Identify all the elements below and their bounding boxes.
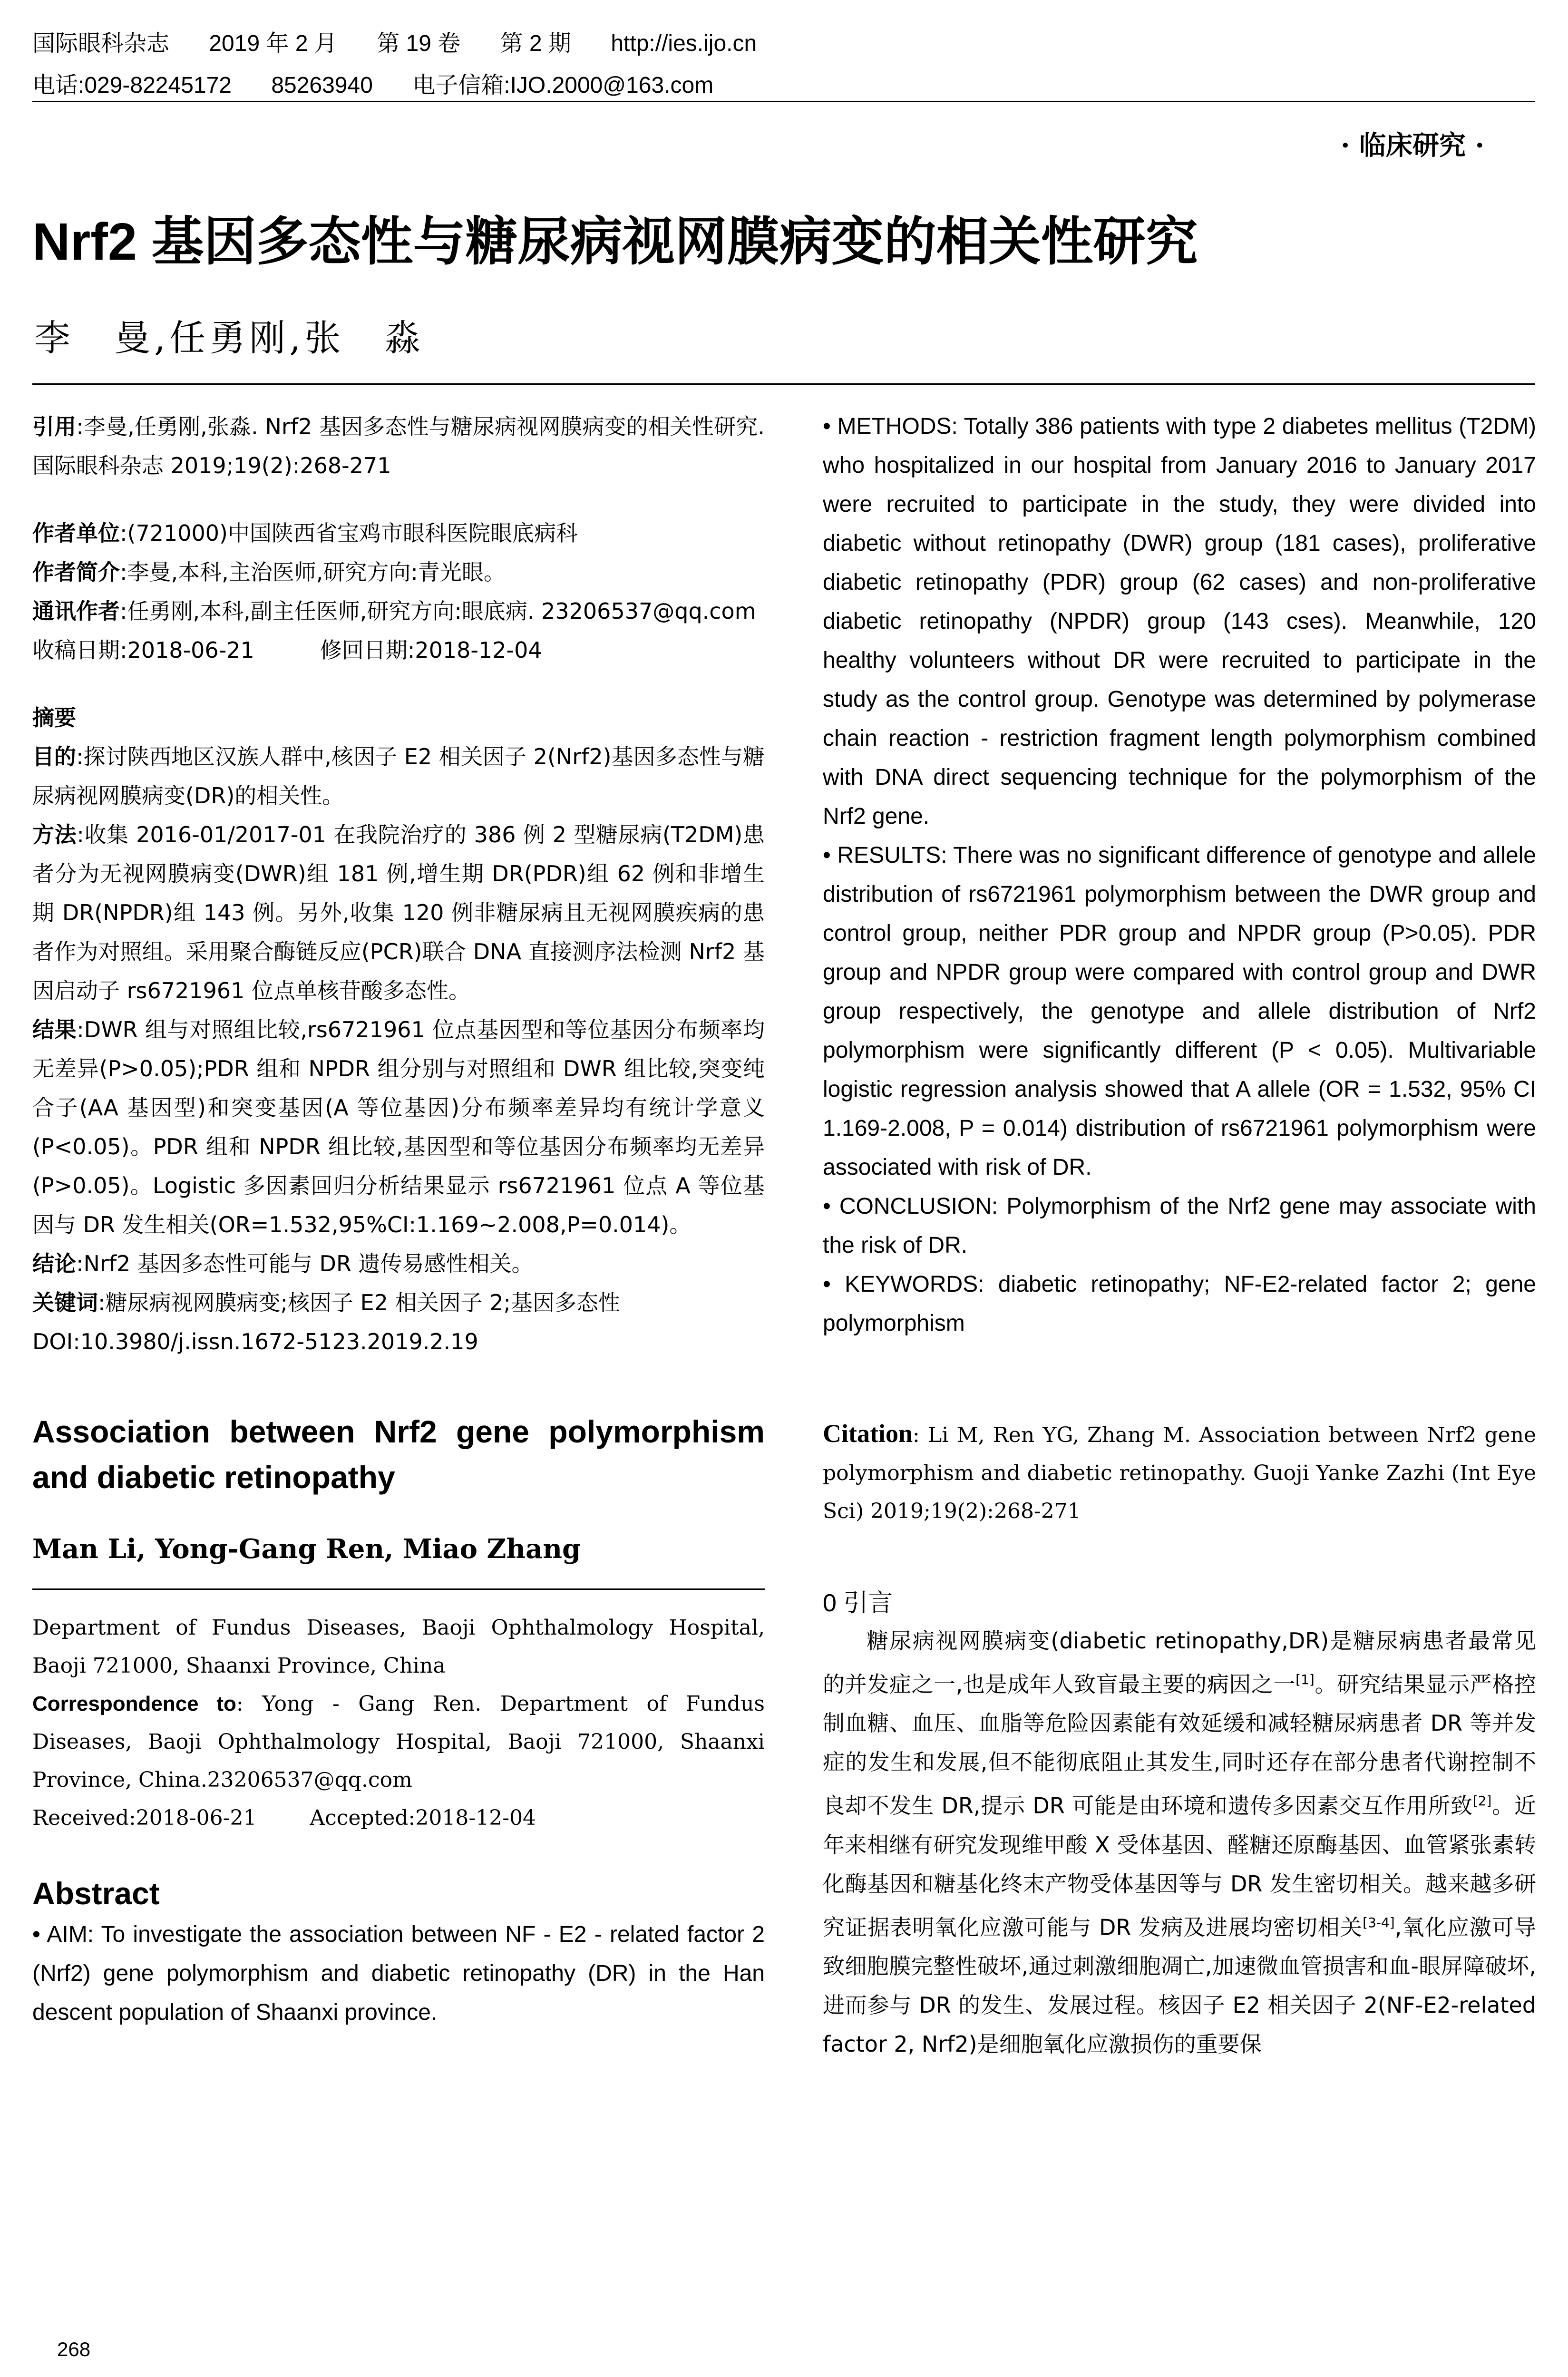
keywords-cn-label: 关键词: [32, 1290, 98, 1315]
aim-cn-text: :探讨陕西地区汉族人群中,核因子 E2 相关因子 2(Nrf2)基因多态性与糖尿病视网膜病变(DR)的相关性。: [32, 744, 765, 809]
author-bio-text: :李曼,本科,主治医师,研究方向:青光眼。: [120, 559, 506, 585]
english-dates: [32, 1799, 765, 1837]
citation-cn-text: :李曼,任勇刚,张淼. Nrf2 基因多态性与糖尿病视网膜病变的相关性研究.国际眼科杂志 2019;19(2):268-271: [32, 414, 765, 478]
paper-title: Nrf2 基因多态性与糖尿病视网膜病变的相关性研究: [32, 213, 1198, 271]
header-rule: [32, 101, 1535, 102]
title-rule: [32, 383, 1535, 385]
doi: DOI:10.3980/j.issn.1672-5123.2019.2.19: [32, 1329, 478, 1354]
reference-2[interactable]: [2]: [1472, 1793, 1492, 1809]
received-date-cn: 收稿日期:2018-06-21: [32, 637, 254, 663]
issue-date: 2019 年 2 月: [209, 31, 337, 56]
reference-1[interactable]: [1]: [1295, 1672, 1315, 1687]
abstract-results: • RESULTS: There was no significant difference of genotype and allele distribution of rs6721961 polymorphism between the DWR group and control group, neither PDR group and NPDR group (P>0.05). PDR group and NPDR group were compared with control group and DWR group respectively, the genotype and allele distribution of Nrf2 polymorphism were significantly different (P < 0.05). Multivariable logistic regression analysis showed that A allele (OR = 1.532, 95% CI 1.169-2.008, P = 0.014) distribution of rs6721961 polymorphism were associated with risk of DR.: [823, 843, 1536, 1180]
issue-number: 第 2 期: [500, 31, 571, 56]
citation-en-text: : Li M, Ren YG, Zhang M. Association between Nrf2 gene polymorphism and diabetic retinopathy. Guoji Yanke Zazhi (Int Eye Sci) 2019;19(2):268-271: [823, 1423, 1536, 1523]
result-cn: [32, 1010, 765, 1244]
abstract-aim: • AIM: To investigate the association between NF - E2 - related factor 2 (Nrf2) gene polymorphism and diabetic retinopathy (DR) in the Han descent population of Shaanxi province.: [32, 1922, 765, 2025]
introduction-heading: 0 引言: [823, 1589, 893, 1617]
phone-alt: 85263940: [271, 73, 373, 98]
citation-cn-label: 引用: [32, 414, 77, 439]
english-department: Department of Fundus Diseases, Baoji Ophthalmology Hospital, Baoji 721000, Shaanxi Province, China: [32, 1616, 765, 1678]
author-bio-label: 作者简介: [32, 559, 120, 585]
keywords-cn-text: :糖尿病视网膜病变;核因子 E2 相关因子 2;基因多态性: [98, 1290, 620, 1315]
result-cn-text: :DWR 组与对照组比较,rs6721961 位点基因型和等位基因分布频率均无差异(P>0.05);PDR 组和 NPDR 组分别与对照组和 DWR 组比较,突变纯合子(AA 基因型)和突变基因(A 等位基因)分布频率差异均有统计学意义(P<0.05)。PDR 组和 NPDR 组比较,基因型和等位基因分布频率均无差异(P>0.05)。Logistic 多因素回归分析结果显示 rs6721961 位点 A 等位基因与 DR 发生相关(OR=1.532,95%CI:1.169~2.008,P=0.014)。: [32, 1017, 765, 1237]
english-authors: Man Li, Yong-Gang Ren, Miao Zhang: [32, 1533, 581, 1565]
revised-date-cn: 修回日期:2018-12-04: [320, 637, 542, 663]
phone: 电话:029-82245172: [32, 73, 232, 98]
aim-cn-label: 目的: [32, 744, 77, 770]
journal-name: 国际眼科杂志: [32, 31, 170, 56]
running-header-line2: [32, 67, 747, 99]
conclusion-cn: [32, 1244, 765, 1283]
reference-3-4[interactable]: [3-4]: [1363, 1914, 1395, 1930]
keywords-cn: [32, 1283, 765, 1322]
corresponding-author-label: 通讯作者: [32, 598, 120, 624]
page-number: 268: [57, 2338, 91, 2360]
english-correspondence: [32, 1685, 765, 1799]
english-correspondence-text: : Yong - Gang Ren. Department of Fundus Diseases, Baoji Ophthalmology Hospital, Baoji 721000, Shaanxi Province, China.23206537@qq.com: [32, 1692, 765, 1792]
section-label: · 临床研究 ·: [1341, 130, 1484, 161]
conclusion-cn-text: :Nrf2 基因多态性可能与 DR 遗传易感性相关。: [76, 1251, 534, 1276]
result-cn-label: 结果: [32, 1017, 77, 1042]
email: 电子信箱:IJO.2000@163.com: [412, 73, 714, 98]
author-bio: [32, 553, 765, 592]
dates-cn: [32, 631, 765, 670]
abstract-heading: Abstract: [32, 1876, 160, 1911]
corresponding-author-text: :任勇刚,本科,副主任医师,研究方向:眼底病. 23206537@qq.com: [120, 598, 756, 624]
english-received: Received:2018-06-21: [32, 1806, 257, 1830]
citation-en: [823, 1414, 1536, 1530]
english-accepted: Accepted:2018-12-04: [310, 1806, 536, 1830]
english-authors-rule: [32, 1588, 765, 1590]
left-column: [32, 407, 765, 2032]
abstract-keywords: • KEYWORDS: diabetic retinopathy; NF-E2-related factor 2; gene polymorphism: [823, 1272, 1536, 1336]
english-title: Association between Nrf2 gene polymorphism and diabetic retinopathy: [32, 1414, 765, 1495]
aim-cn: [32, 737, 765, 815]
author-unit-label: 作者单位: [32, 520, 120, 546]
authors-cn: 李 曼,任勇刚,张 淼: [34, 317, 425, 359]
english-correspondence-label: Correspondence to: [32, 1692, 236, 1715]
abstract-methods: • METHODS: Totally 386 patients with type 2 diabetes mellitus (T2DM) who hospitalized in our hospital from January 2016 to January 2017 were recruited to participate in the study, they were divided into diabetic without retinopathy (DWR) group (181 cases), proliferative diabetic retinopathy (PDR) group (62 cases) and non-proliferative diabetic retinopathy (NPDR) group (143 cses). Meanwhile, 120 healthy volunteers without DR were recruited to participate in the study as the control group. Genotype was determined by polymerase chain reaction - restriction fragment length polymorphism combined with DNA direct sequencing technique for the polymorphism of the Nrf2 gene.: [823, 414, 1536, 829]
abstract-conclusion: • CONCLUSION: Polymorphism of the Nrf2 gene may associate with the risk of DR.: [823, 1194, 1536, 1258]
running-header-line1: [32, 25, 790, 58]
citation-en-label: Citation: [823, 1419, 913, 1448]
introduction-paragraph: 糖尿病视网膜病变(diabetic retinopathy,DR)是糖尿病患者最常见的并发症之一,也是成年人致盲最主要的病因之一[1]。研究结果显示严格控制血糖、血压、血脂等危险因素能有效延缓和减轻糖尿病患者 DR 等并发症的发生和发展,但不能彻底阻止其发生,同时还存在部分患者代谢控制不良却不发生 DR,提示 DR 可能是由环境和遗传多因素交互作用所致[2]。近年来相继有研究发现维甲酸 X 受体基因、醛糖还原酶基因、血管紧张素转化酶基因和糖基化终末产物受体基因等与 DR 发生密切相关。越来越多研究证据表明氧化应激可能与 DR 发病及进展均密切相关[3-4],氧化应激可导致细胞膜完整性破坏,通过刺激细胞凋亡,加速微血管损害和血-眼屏障破坏,进而参与 DR 的发生、发展过程。核因子 E2 相关因子 2(NF-E2-related factor 2, Nrf2)是细胞氧化应激损伤的重要保: [823, 1628, 1537, 2057]
method-cn-label: 方法: [32, 822, 77, 848]
method-cn-text: :收集 2016-01/2017-01 在我院治疗的 386 例 2 型糖尿病(T2DM)患者分为无视网膜病变(DWR)组 181 例,增生期 DR(PDR)组 62 例和非增生期 DR(NPDR)组 143 例。另外,收集 120 例非糖尿病且无视网膜疾病的患者作为对照组。采用聚合酶链反应(PCR)联合 DNA 直接测序法检测 Nrf2 基因启动子 rs6721961 位点单核苷酸多态性。: [32, 822, 765, 1003]
volume: 第 19 卷: [377, 31, 461, 56]
corresponding-author: [32, 592, 765, 631]
conclusion-cn-label: 结论: [32, 1251, 76, 1276]
abstract-cn-heading: 摘要: [32, 705, 76, 731]
citation-cn: [32, 407, 765, 485]
journal-url: http://ies.ijo.cn: [611, 31, 757, 56]
author-unit: [32, 514, 765, 553]
author-unit-text: :(721000)中国陕西省宝鸡市眼科医院眼底病科: [120, 520, 578, 546]
right-column: [823, 407, 1536, 2064]
method-cn: [32, 815, 765, 1010]
